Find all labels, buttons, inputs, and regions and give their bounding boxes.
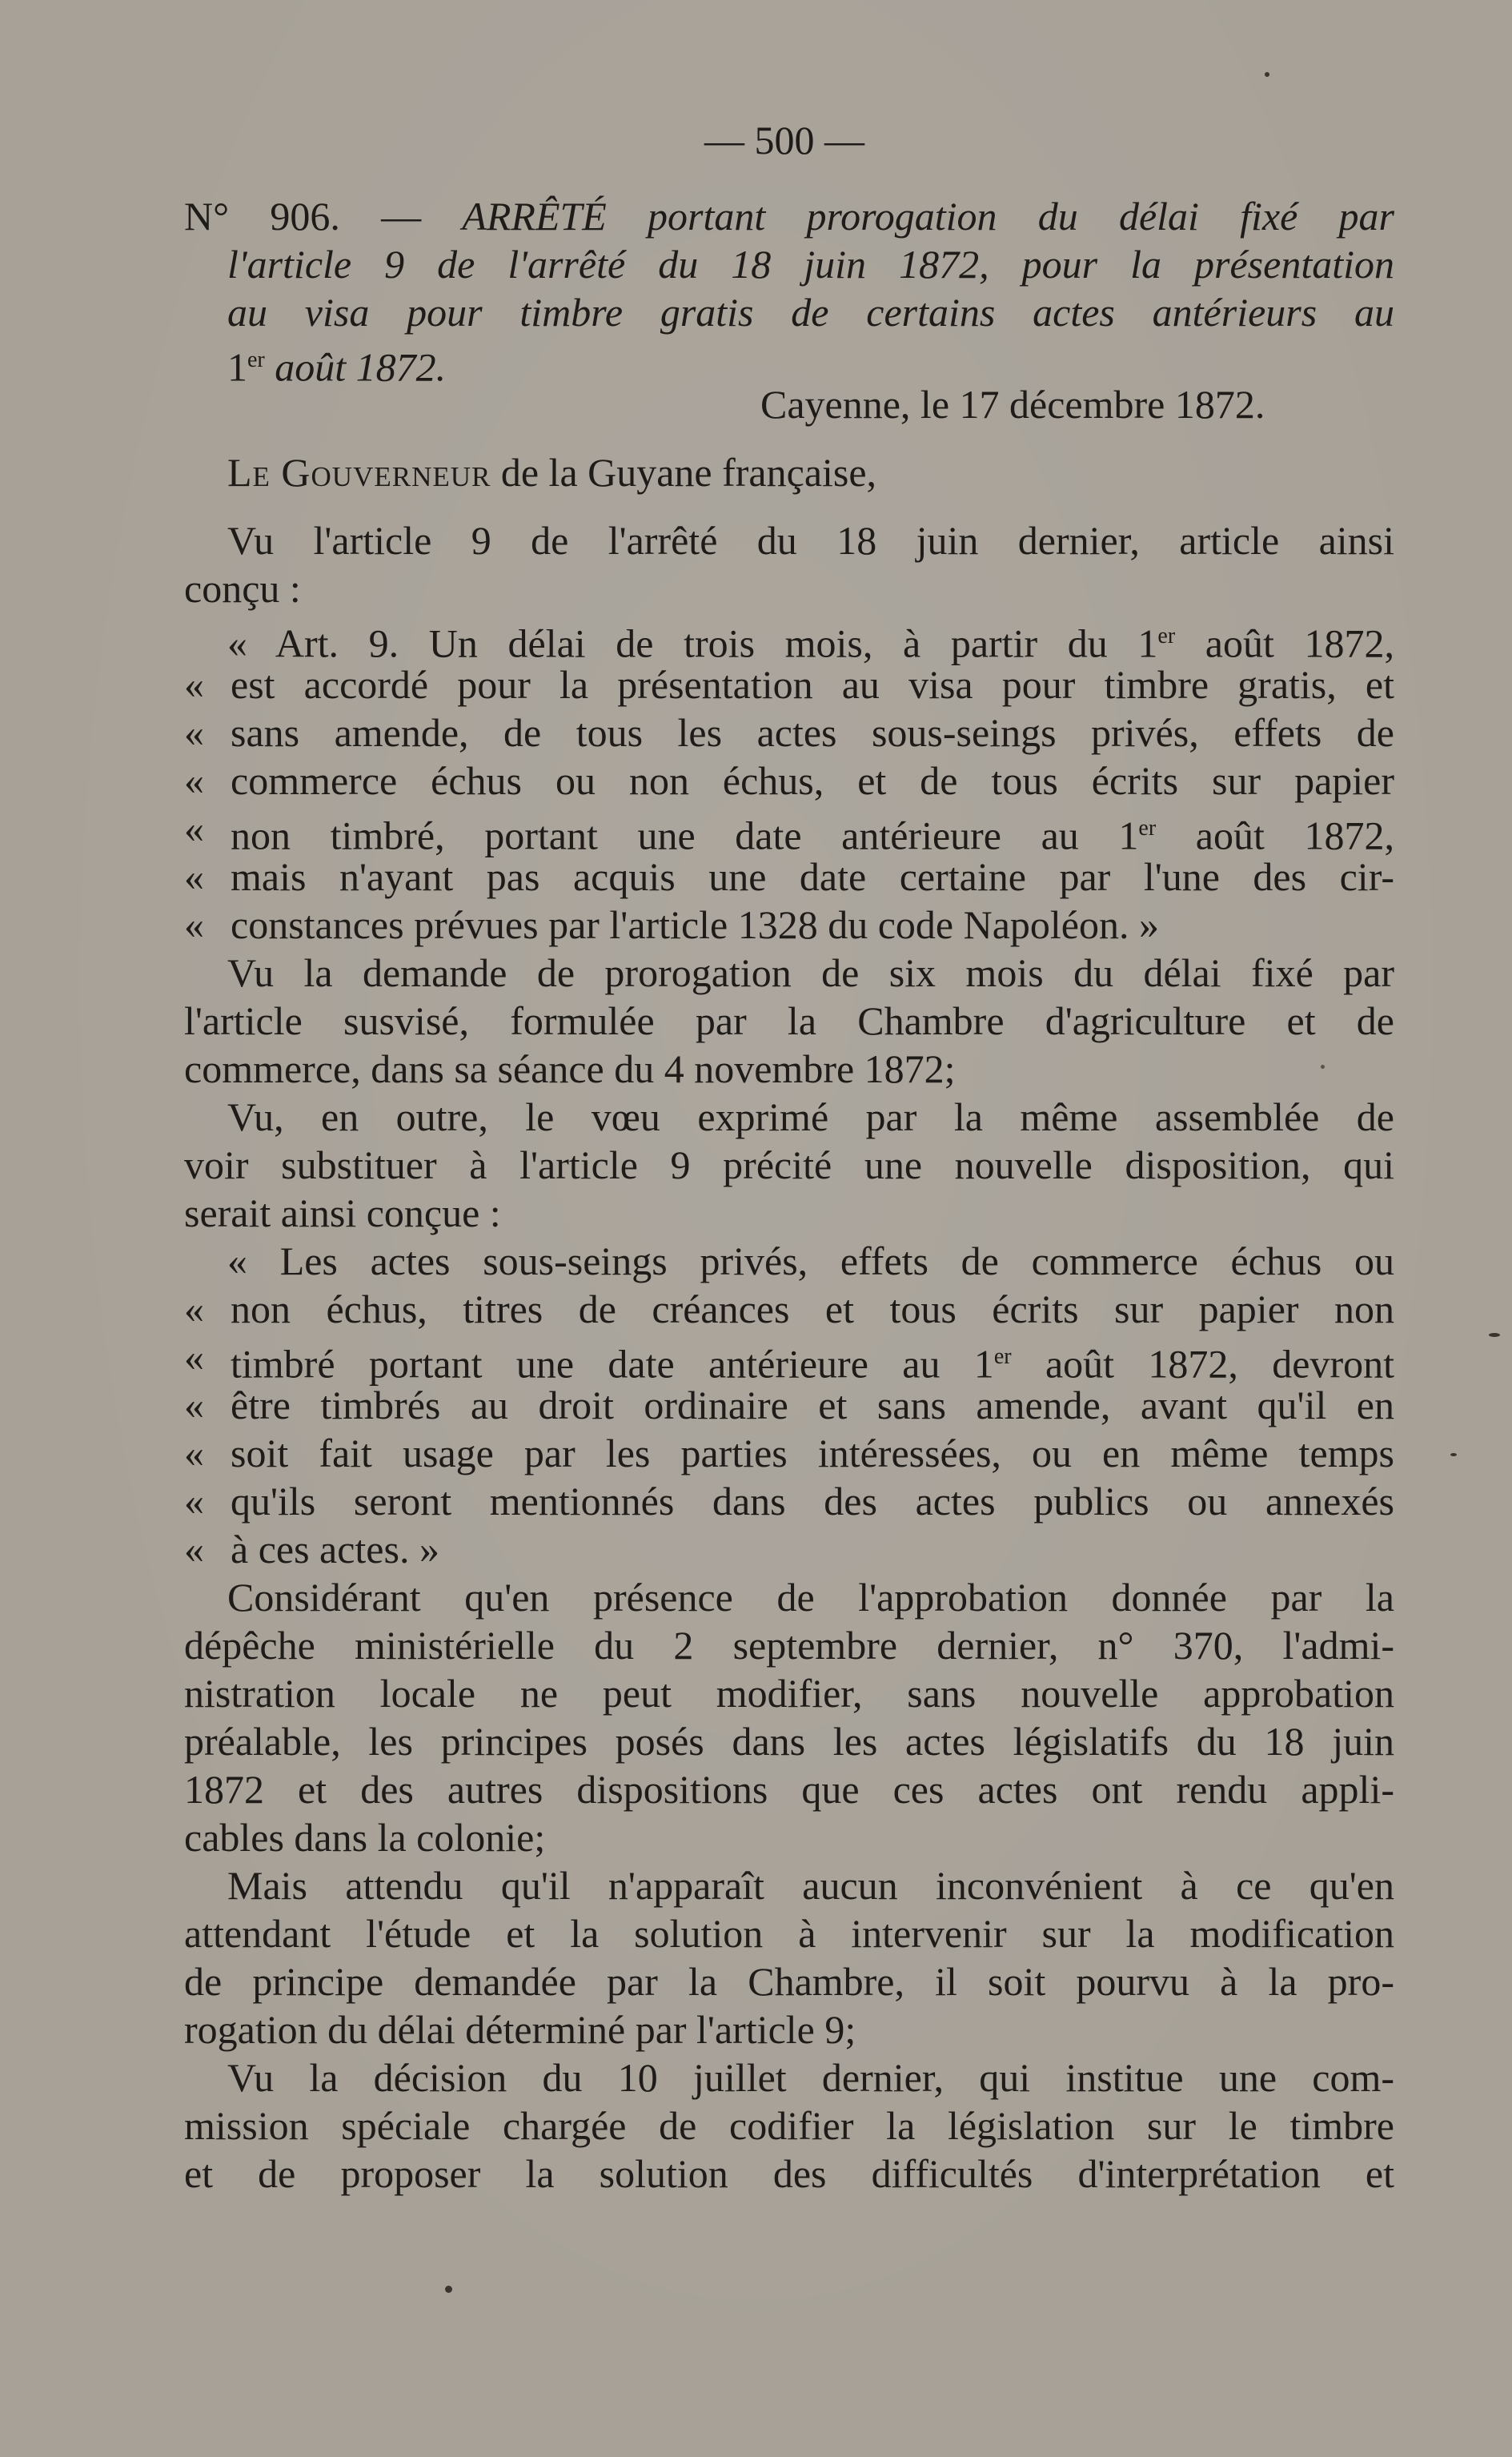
paragraph-2-line-3: commerce, dans sa séance du 4 novembre 1872; [184,1046,956,1091]
place-date: Cayenne, le 17 décembre 1872. [760,382,1265,427]
proposal-line-3-text: timbré portant une date antérieure au 1 [231,1341,994,1387]
title-date-day: 1 [227,344,247,390]
paragraph-5-line-4: rogation du délai déterminé par l'article 9; [184,2007,856,2052]
quote-mark: « [184,902,204,947]
article-line-5 [231,805,1394,858]
article-line-5-text: non timbré, portant une date antérieure au 1 [231,813,1139,858]
paragraph-6-line-1: Vu la décision du 10 juillet dernier, qui institue une com- [227,2055,1394,2100]
paragraph-5-line-2: attendant l'étude et la solution à intervenir sur la modification [184,1911,1394,1956]
decree-title-part-1: ARRÊTÉ portant prorogation du délai fixé par [462,194,1395,239]
quote-mark: « [184,758,204,803]
heading-dash: — [381,194,422,239]
article-line-1-end: août 1872, [1175,620,1394,666]
proposal-line-7: à ces actes. » [231,1527,439,1572]
paragraph-4-line-3: nistration locale ne peut modifier, sans nouvelle approbation [184,1671,1394,1716]
paragraph-1-line-1: Vu l'article 9 de l'arrêté du 18 juin dernier, article ainsi [227,518,1394,563]
decree-title-part-4 [227,336,447,390]
proposal-line-6: qu'ils seront mentionnés dans des actes publics ou annexés [231,1479,1394,1524]
paragraph-1-line-2: conçu : [184,566,301,611]
article-line-2: est accordé pour la présentation au visa pour timbre gratis, et [231,662,1394,707]
quote-mark: « [184,1335,204,1379]
paragraph-4-line-6: cables dans la colonie; [184,1815,546,1860]
proposal-line-3-end: août 1872, devront [1011,1341,1394,1387]
quote-mark: « [184,1479,204,1524]
paragraph-3-line-1: Vu, en outre, le vœu exprimé par la même assemblée de [227,1094,1394,1139]
quote-mark: « [184,1527,204,1572]
article-line-6: mais n'ayant pas acquis une date certaine par l'une des cir- [231,854,1394,899]
quote-mark: « [184,1287,204,1331]
article-line-7: constances prévues par l'article 1328 du code Napoléon. » [231,902,1159,947]
paragraph-4-line-1: Considérant qu'en présence de l'approbation donnée par la [227,1575,1394,1620]
governor-title: Le Gouverneur [227,450,491,495]
proposal-line-4: être timbrés au droit ordinaire et sans amende, avant qu'il en [231,1383,1394,1427]
title-date-rest: août 1872. [264,344,447,390]
heading-line-1 [184,192,1394,240]
article-line-1-sup: er [1157,624,1176,648]
proposal-line-2: non échus, titres de créances et tous écrits sur papier non [231,1287,1394,1331]
article-line-4: commerce échus ou non échus, et de tous écrits sur papier [231,758,1394,803]
governor-rest: de la Guyane française, [491,450,877,495]
proposal-line-3 [231,1333,1394,1387]
page-number: — 500 — [704,118,864,163]
proposal-line-1: « Les actes sous-seings privés, effets de commerce échus ou [227,1239,1394,1283]
title-date-sup: er [247,347,265,372]
paragraph-3-line-2: voir substituer à l'article 9 précité une nouvelle disposition, qui [184,1142,1394,1187]
scan-speck [1321,1065,1325,1069]
article-line-1 [227,612,1394,666]
governor-line [227,448,876,496]
paragraph-2-line-2: l'article susvisé, formulée par la Chambre d'agriculture et de [184,998,1394,1043]
decree-title-part-2: l'article 9 de l'arrêté du 18 juin 1872, pour la présentation [227,242,1394,287]
scan-speck [1265,72,1269,77]
quote-mark: « [184,1383,204,1427]
article-line-1-text: « Art. 9. Un délai de trois mois, à partir du 1 [227,620,1158,666]
paragraph-2-line-1: Vu la demande de prorogation de six mois du délai fixé par [227,950,1394,995]
quote-mark: « [184,710,204,755]
quote-mark: « [184,1431,204,1475]
paragraph-4-line-4: préalable, les principes posés dans les actes législatifs du 18 juin [184,1719,1394,1764]
paragraph-6-line-3: et de proposer la solution des difficultés d'interprétation et [184,2151,1394,2196]
decree-title-part-3: au visa pour timbre gratis de certains actes antérieurs au [227,290,1394,335]
paragraph-4-line-2: dépêche ministérielle du 2 septembre dernier, n° 370, l'admi- [184,1623,1394,1668]
article-line-5-sup: er [1138,816,1157,841]
paragraph-4-line-5: 1872 et des autres dispositions que ces actes ont rendu appli- [184,1767,1394,1812]
scan-speck [445,2286,452,2293]
paragraph-5-line-1: Mais attendu qu'il n'apparaît aucun inconvénient à ce qu'en [227,1863,1394,1908]
scan-speck [1450,1453,1457,1456]
article-line-5-end: août 1872, [1156,813,1394,858]
proposal-line-5: soit fait usage par les parties intéressées, ou en même temps [231,1431,1394,1475]
decree-number: N° 906. [184,194,340,239]
quote-mark: « [184,662,204,707]
quote-mark: « [184,806,204,851]
paragraph-3-line-3: serait ainsi conçue : [184,1190,501,1235]
quote-mark: « [184,854,204,899]
scan-speck [1489,1333,1500,1337]
article-line-3: sans amende, de tous les actes sous-seings privés, effets de [231,710,1394,755]
paragraph-5-line-3: de principe demandée par la Chambre, il soit pourvu à la pro- [184,1959,1394,2004]
proposal-line-3-sup: er [993,1344,1012,1369]
paragraph-6-line-2: mission spéciale chargée de codifier la législation sur le timbre [184,2103,1394,2148]
